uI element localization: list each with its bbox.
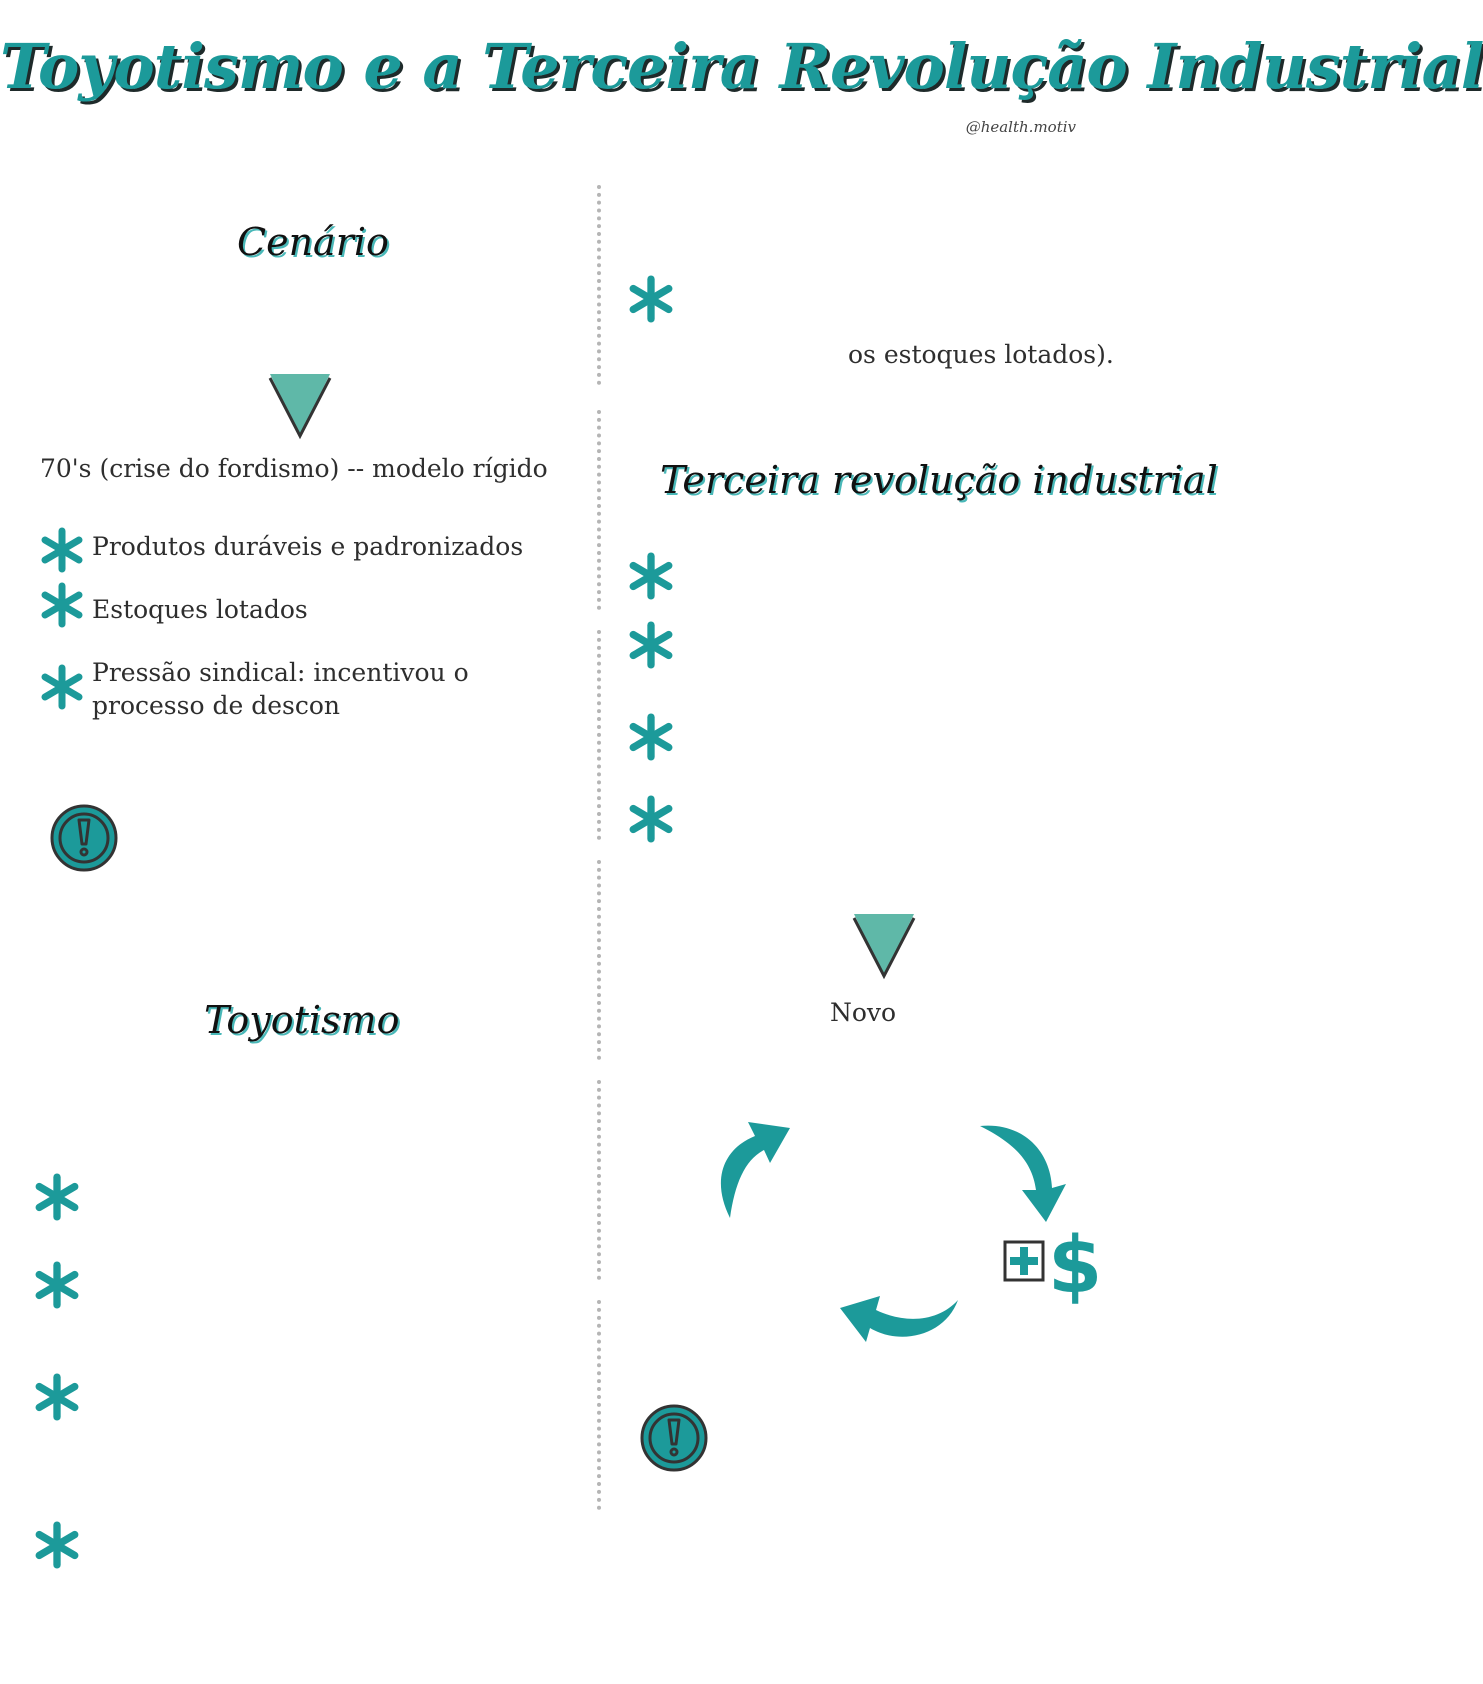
asterisk-icon [40, 528, 84, 572]
asterisk-icon [628, 553, 674, 599]
column-divider [597, 1300, 601, 1510]
asterisk-icon [34, 1174, 80, 1220]
asterisk-icon [628, 714, 674, 760]
novo-label: Novo [830, 998, 897, 1027]
column-divider [597, 1080, 601, 1280]
triangle-down-icon [268, 372, 332, 438]
cenario-bullet-1: Produtos duráveis e padronizados [92, 532, 524, 561]
plus-dollar-icon [1002, 1221, 1108, 1311]
triangle-down-icon [852, 912, 916, 978]
asterisk-icon [40, 665, 84, 709]
section-title-terceira: Terceira revolução industrial [660, 458, 1218, 502]
svg-text:$: $ [1048, 1221, 1103, 1311]
section-title-toyotismo: Toyotismo [204, 998, 400, 1042]
page-title: Toyotismo e a Terceira Revolução Industrial [0, 30, 1483, 103]
column-divider [597, 185, 601, 385]
asterisk-icon [40, 583, 84, 627]
exclamation-icon [50, 804, 118, 872]
asterisk-icon [628, 796, 674, 842]
section-title-cenario: Cenário [237, 220, 389, 264]
asterisk-icon [628, 276, 674, 322]
author-handle: @health.motiv [965, 118, 1076, 136]
column-divider [597, 410, 601, 610]
cenario-intro: 70's (crise do fordismo) -- modelo rígido [40, 454, 548, 483]
top-right-text: os estoques lotados). [848, 340, 1114, 369]
asterisk-icon [34, 1374, 80, 1420]
cenario-bullet-3: Pressão sindical: incentivou o processo de descon [92, 658, 469, 720]
asterisk-icon [628, 622, 674, 668]
exclamation-icon [640, 1404, 708, 1472]
asterisk-icon [34, 1522, 80, 1568]
column-divider [597, 630, 601, 840]
cenario-bullet-2: Estoques lotados [92, 595, 308, 624]
asterisk-icon [34, 1262, 80, 1308]
column-divider [597, 860, 601, 1060]
